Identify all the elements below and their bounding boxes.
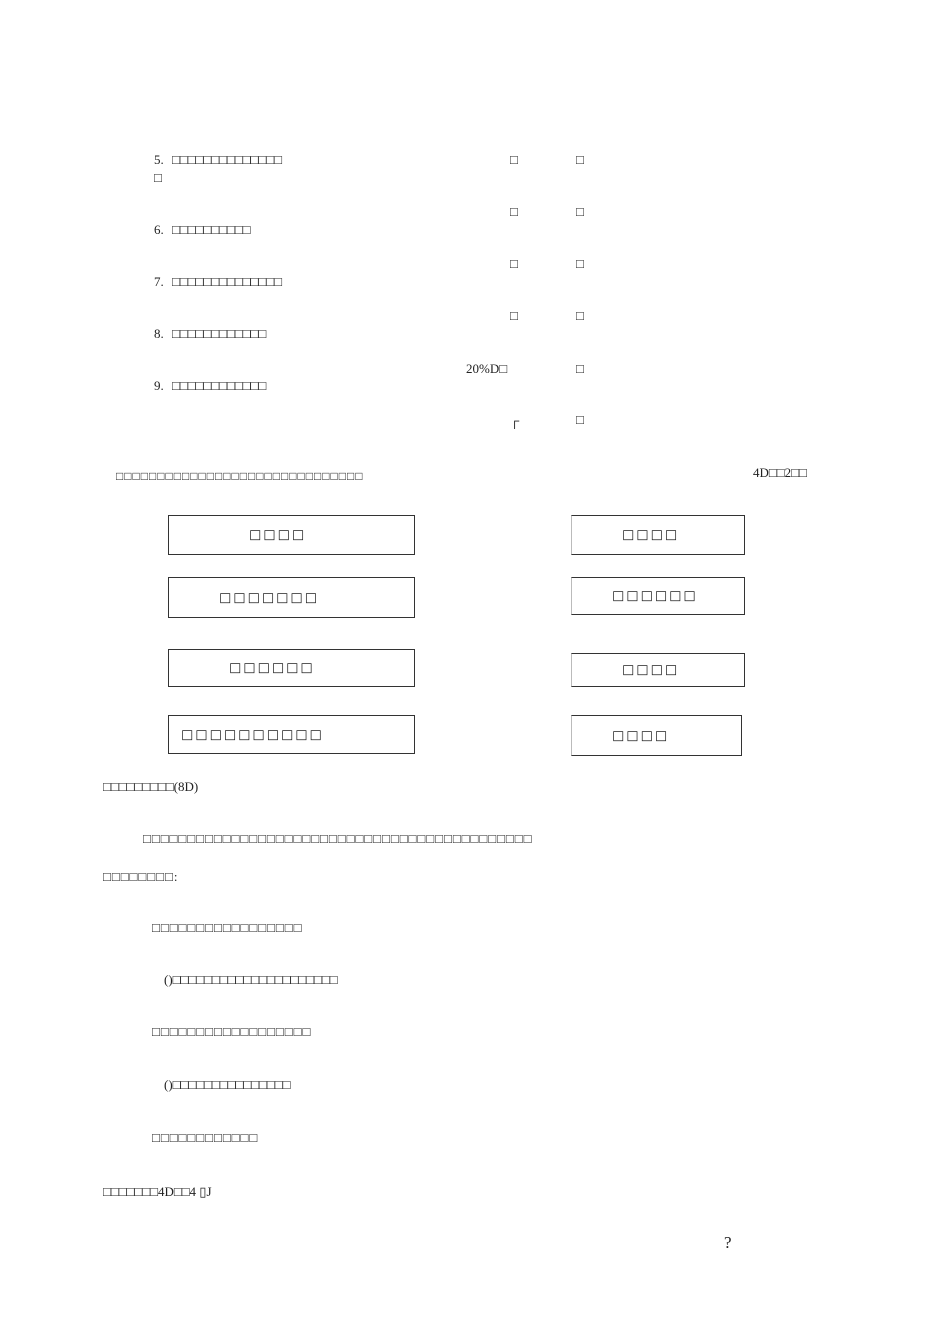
left-match-box-3 — [168, 649, 415, 687]
right-match-box-2-label: □□□□□□ — [612, 588, 698, 604]
left-match-box-2 — [168, 577, 415, 618]
left-match-box-4 — [168, 715, 415, 754]
item-8-text: □□□□□□□□□□□□ — [172, 326, 267, 341]
answer-col-a-2: □ — [510, 204, 518, 219]
left-match-box-3-label: □□□□□□ — [229, 660, 315, 676]
answer-col-a-5: 20%D□ — [466, 361, 508, 376]
left-match-box-2-label: □□□□□□□ — [219, 590, 319, 605]
item-6-number: 6. — [154, 222, 164, 237]
item-7-text: □□□□□□□□□□□□□□ — [172, 274, 282, 289]
answer-col-a-1: □ — [510, 152, 518, 167]
left-match-box-1 — [168, 515, 415, 555]
item-5-continuation: □ — [154, 170, 162, 185]
answer-line-1: □□□□□□□□□□□□□□□□□ — [152, 920, 303, 935]
paragraph-line-2: □□□□□□□□: — [103, 869, 179, 884]
next-question-line: □□□□□□□4D□□4 ▯J — [103, 1184, 212, 1199]
item-9-number: 9. — [154, 378, 164, 393]
right-match-box-3 — [571, 653, 745, 687]
item-9-text: □□□□□□□□□□□□ — [172, 378, 267, 393]
answer-col-b-2: □ — [576, 204, 584, 219]
right-match-box-3-label: □□□□ — [622, 662, 680, 678]
answer-line-4: ()□□□□□□□□□□□□□□□ — [164, 1077, 291, 1092]
right-match-box-2 — [571, 577, 745, 615]
answer-line-3: □□□□□□□□□□□□□□□□□□ — [152, 1024, 312, 1039]
answer-col-b-4: □ — [576, 308, 584, 323]
matching-score: 4D□□2□□ — [753, 465, 807, 480]
page-mark: ? — [724, 1233, 732, 1252]
answer-col-b-6: □ — [576, 412, 584, 427]
item-5-number: 5. — [154, 152, 164, 167]
right-match-box-1-label: □□□□ — [622, 527, 680, 543]
section-heading: □□□□□□□□□(8D) — [103, 779, 199, 794]
answer-col-a-3: □ — [510, 256, 518, 271]
answer-col-a-6: ┌ — [510, 413, 520, 428]
left-match-box-1-label: □□□□ — [249, 527, 307, 543]
answer-col-b-5: □ — [576, 361, 584, 376]
item-7-number: 7. — [154, 274, 164, 289]
answer-col-a-4: □ — [510, 308, 518, 323]
item-6-text: □□□□□□□□□□ — [172, 222, 251, 237]
right-match-box-4-label: □□□□ — [612, 728, 670, 743]
left-match-box-4-label: □□□□□□□□□□ — [181, 727, 324, 742]
right-match-box-4 — [571, 715, 742, 756]
paragraph-line-1: □□□□□□□□□□□□□□□□□□□□□□□□□□□□□□□□□□□□□□□□□□□□ — [143, 831, 533, 846]
item-8-number: 8. — [154, 326, 164, 341]
item-5-text: □□□□□□□□□□□□□□ — [172, 152, 282, 167]
matching-question: □□□□□□□□□□□□□□□□□□□□□□□□□□□□□□ — [116, 469, 364, 483]
answer-col-b-3: □ — [576, 256, 584, 271]
answer-col-b-1: □ — [576, 152, 584, 167]
answer-line-2: ()□□□□□□□□□□□□□□□□□□□□□ — [164, 972, 338, 987]
answer-line-5: □□□□□□□□□□□□ — [152, 1130, 259, 1145]
right-match-box-1 — [571, 515, 745, 555]
